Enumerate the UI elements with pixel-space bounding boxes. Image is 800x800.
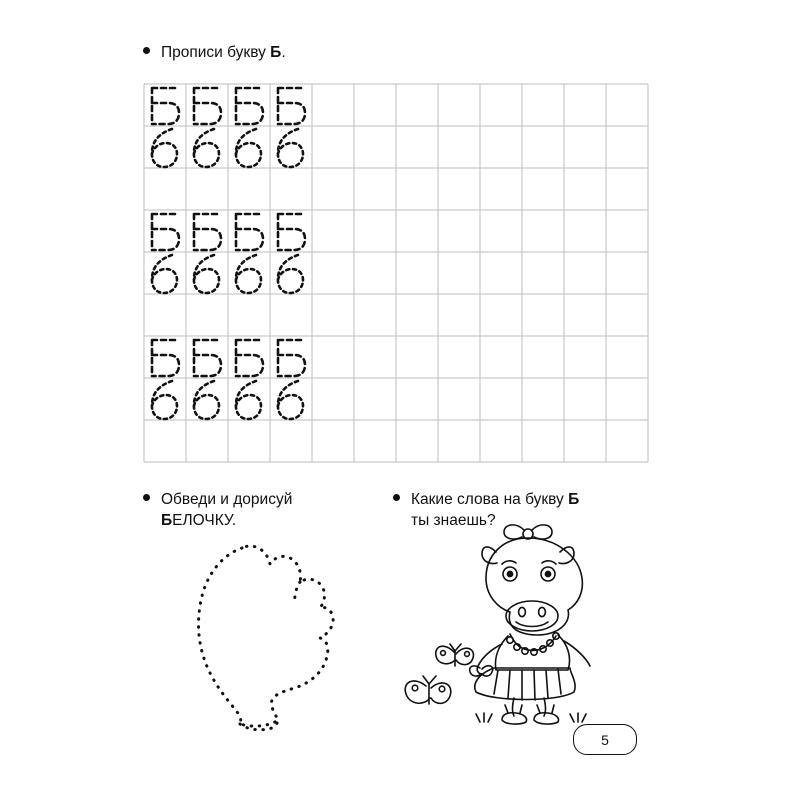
- task-trace-squirrel-letter: Б: [161, 512, 173, 529]
- task-trace-squirrel-line1: Обведи и дорисуй: [161, 491, 293, 508]
- task-trace-letter-letter: Б: [270, 44, 282, 61]
- task-trace-letter-suffix: .: [281, 44, 286, 61]
- task-trace-letter-prefix: Прописи букву: [161, 44, 271, 61]
- page-number: 5: [573, 724, 637, 755]
- task-words-line1: Какие слова на букву: [411, 491, 569, 508]
- bullet-icon: [143, 47, 150, 54]
- task-trace-squirrel-line2: ЕЛОЧКУ.: [172, 512, 236, 529]
- squirrel-dotted-outline-icon: [150, 520, 380, 735]
- bullet-icon: [143, 494, 150, 501]
- task-words-line2: ты знаешь?: [411, 512, 496, 529]
- task-words-letter: Б: [568, 491, 580, 508]
- tracing-grid: [143, 83, 658, 465]
- bullet-icon: [393, 494, 400, 501]
- grid-lines: [143, 83, 658, 465]
- hippo-ballerina-illustration: [398, 508, 658, 733]
- task-trace-letter-heading: [143, 44, 286, 62]
